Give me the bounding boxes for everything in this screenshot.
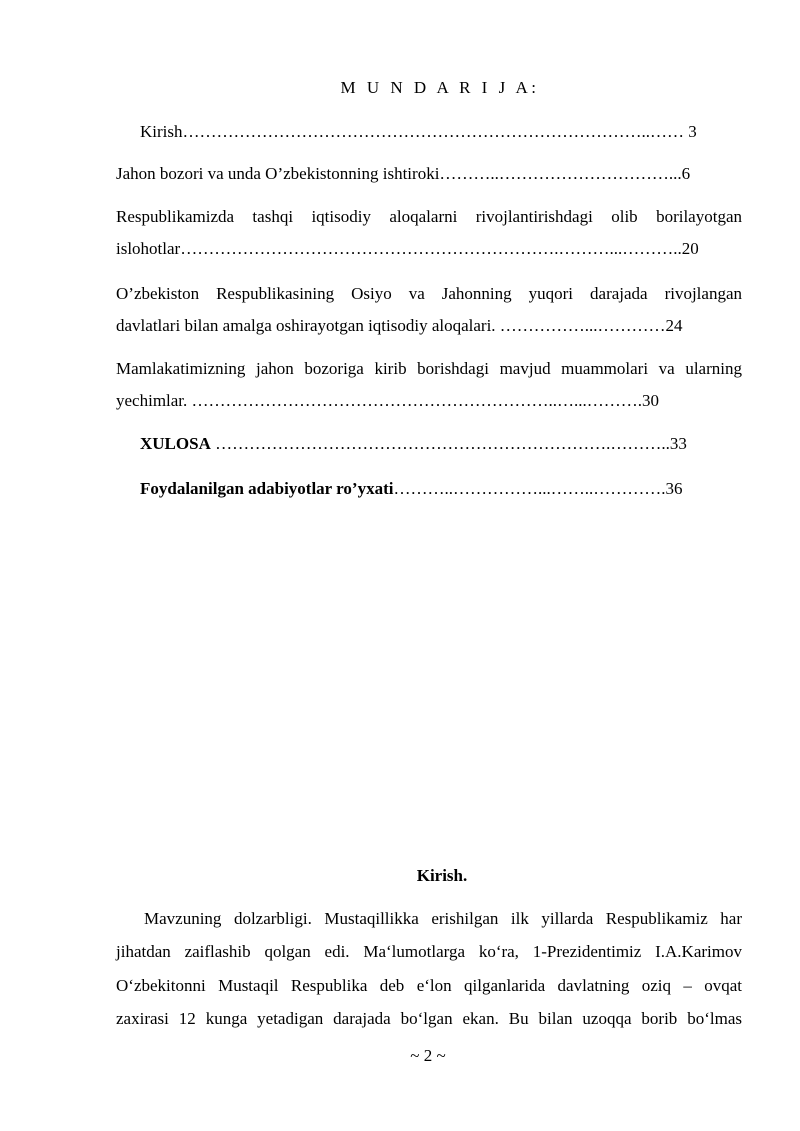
toc-entry-ozbekiston-line1: O’zbekiston Respublikasining Osiyo va Jahonning yuqori darajada rivojlangan bbox=[116, 284, 742, 303]
body-text-line: Mavzuning dolzarbligi. Mustaqillikka erishilgan ilk yillarda Respublikamiz har bbox=[144, 909, 742, 928]
toc-entry-xulosa bbox=[140, 434, 742, 454]
toc-title: M U N D A R I J A: bbox=[340, 78, 540, 97]
toc-entry-xulosa-leader: …………………………………………………………….………..33 bbox=[210, 434, 687, 453]
toc-entry-adabiyotlar-label: Foydalanilgan adabiyotlar ro’yxati bbox=[140, 479, 394, 498]
toc-entry-ozbekiston-line2: davlatlari bilan amalga oshirayotgan iqtisodiy aloqalari. ……………...…………24 bbox=[116, 316, 683, 335]
body-text-line: jihatdan zaiflashib qolgan edi. Ma‘lumotlarga ko‘ra, 1-Prezidentimiz I.A.Karimov bbox=[116, 942, 742, 961]
toc-entry-jahon-bozori: Jahon bozori va unda O’zbekistonning ishtiroki………..…………………………...6 bbox=[116, 164, 691, 183]
toc-entry-adabiyotlar-leader: ………..……………...……..………….36 bbox=[393, 479, 683, 498]
body-text-line: O‘zbekitonni Mustaqil Respublika deb e‘lon qilganlarida davlatning oziq – ovqat bbox=[116, 976, 742, 995]
toc-entry-adabiyotlar bbox=[140, 479, 742, 499]
toc-entry-mamlakatimizning-line1: Mamlakatimizning jahon bozoriga kirib borishdagi mavjud muammolari va ularning bbox=[116, 359, 742, 378]
toc-entry-mamlakatimizning-line2: yechimlar. ………………………………………………………..…...……….30 bbox=[116, 391, 660, 410]
toc-entry-respublikamizda-line1: Respublikamizda tashqi iqtisodiy aloqalarni rivojlantirishdagi olib borilayotgan bbox=[116, 207, 742, 226]
toc-entry-respublikamizda-line2: islohotlar………………………………………………………….………...………..20 bbox=[116, 239, 699, 258]
page-number: ~ 2 ~ bbox=[410, 1046, 446, 1065]
body-text-line: zaxirasi 12 kunga yetadigan darajada bo‘lgan ekan. Bu bilan uzoqqa borib bo‘lmas bbox=[116, 1009, 742, 1028]
section-heading: Kirish. bbox=[416, 866, 468, 885]
toc-entry-kirish: Kirish………………………………………………………………………..…… 3 bbox=[140, 122, 697, 141]
toc-entry-xulosa-label: XULOSA bbox=[140, 434, 211, 453]
